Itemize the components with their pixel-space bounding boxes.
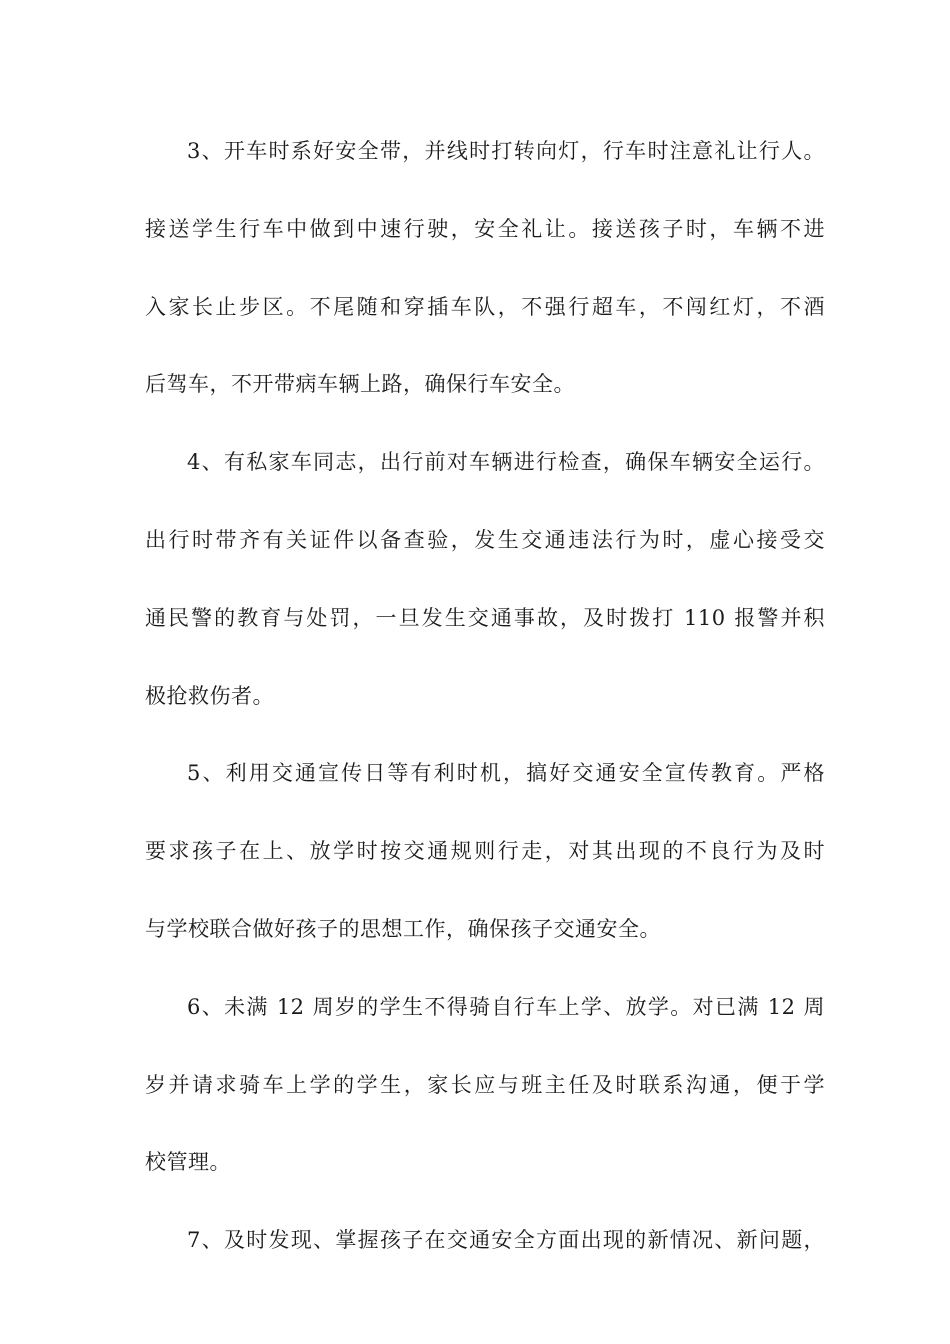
paragraph-3-line-4: 后驾车，不开带病车辆上路，确保行车安全。 xyxy=(145,372,575,397)
paragraph-5-line-3: 与学校联合做好孩子的思想工作，确保孩子交通安全。 xyxy=(145,916,661,941)
document-body xyxy=(145,124,825,1291)
paragraph-7-line-1: 7、及时发现、掌握孩子在交通安全方面出现的新情况、新问题， xyxy=(187,1228,825,1253)
paragraph-6-line-3: 校管理。 xyxy=(145,1150,231,1175)
paragraph-4-line-4: 极抢救伤者。 xyxy=(145,683,274,708)
paragraph-5-line-1: 5、利用交通宣传日等有利时机，搞好交通安全宣传教育。严格 xyxy=(187,761,825,786)
paragraph-3-line-3: 入家长止步区。不尾随和穿插车队，不强行超车，不闯红灯，不酒 xyxy=(145,294,825,319)
paragraph-4-line-3: 通民警的教育与处罚，一旦发生交通事故，及时拨打 110 报警并积 xyxy=(145,605,825,630)
paragraph-3-line-1: 3、开车时系好安全带，并线时打转向灯，行车时注意礼让行人。 xyxy=(187,139,825,163)
paragraph-5-line-2: 要求孩子在上、放学时按交通规则行走，对其出现的不良行为及时 xyxy=(145,839,825,864)
paragraph-4-line-1: 4、有私家车同志，出行前对车辆进行检查，确保车辆安全运行。 xyxy=(187,450,825,475)
paragraph-6-line-1: 6、未满 12 周岁的学生不得骑自行车上学、放学。对已满 12 周 xyxy=(187,994,825,1019)
paragraph-4-line-2: 出行时带齐有关证件以备查验，发生交通违法行为时，虚心接受交 xyxy=(145,527,825,552)
paragraph-3-line-2: 接送学生行车中做到中速行驶，安全礼让。接送孩子时，车辆不进 xyxy=(145,216,825,241)
paragraph-6-line-2: 岁并请求骑车上学的学生，家长应与班主任及时联系沟通，便于学 xyxy=(145,1072,825,1097)
